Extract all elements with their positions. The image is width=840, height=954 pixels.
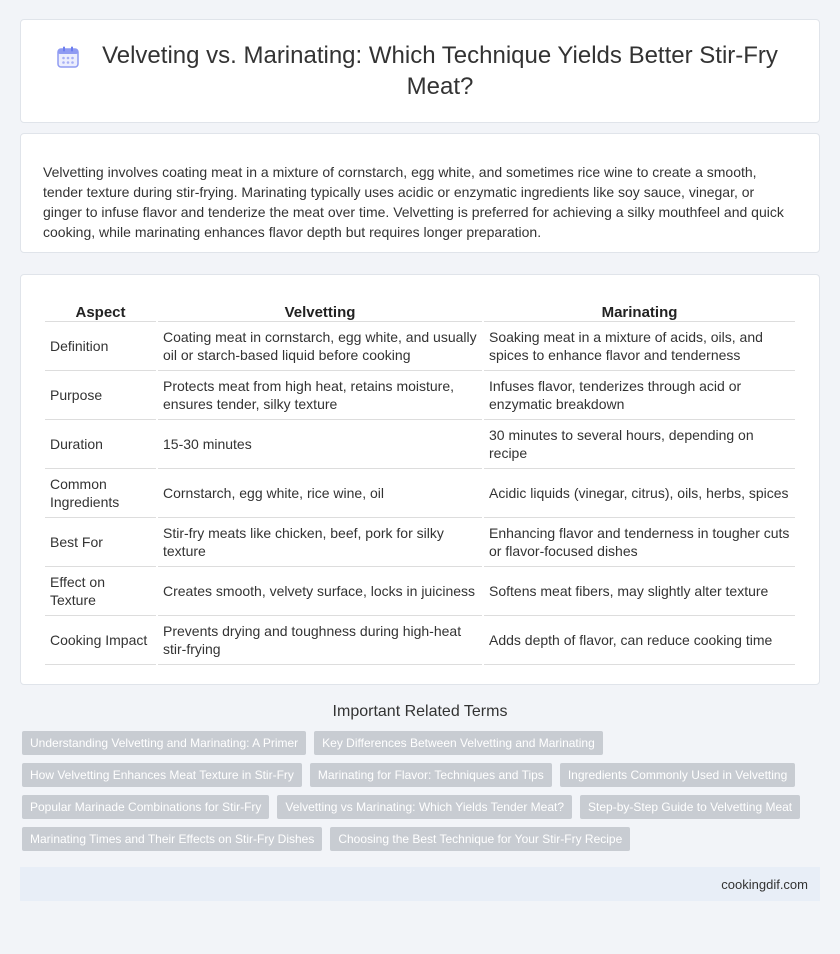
marinating-cell: Infuses flavor, tenderizes through acid or enzymatic breakdown [484, 371, 795, 420]
table-row [45, 518, 795, 567]
related-terms-tags [0, 731, 840, 851]
velvetting-cell: Stir-fry meats like chicken, beef, pork for silky texture [158, 518, 482, 567]
velvetting-cell: 15-30 minutes [158, 420, 482, 469]
velvetting-cell: Creates smooth, velvety surface, locks in juiciness [158, 567, 482, 616]
marinating-cell: Enhancing flavor and tenderness in tougher cuts or flavor-focused dishes [484, 518, 795, 567]
table-row [45, 567, 795, 616]
comparison-table [43, 295, 797, 665]
aspect-cell: Purpose [45, 371, 156, 420]
aspect-cell: Best For [45, 518, 156, 567]
marinating-cell: 30 minutes to several hours, depending on recipe [484, 420, 795, 469]
calendar-icon [55, 44, 81, 70]
table-row [45, 469, 795, 518]
footer [20, 867, 820, 901]
marinating-cell: Adds depth of flavor, can reduce cooking time [484, 616, 795, 665]
velvetting-cell: Coating meat in cornstarch, egg white, and usually oil or starch-based liquid before cooking [158, 322, 482, 371]
table-row [45, 616, 795, 665]
related-term-tag[interactable]: Marinating for Flavor: Techniques and Tips [310, 763, 552, 787]
related-term-tag[interactable]: Ingredients Commonly Used in Velvetting [560, 763, 795, 787]
column-header-aspect: Aspect [45, 295, 156, 322]
velvetting-cell: Protects meat from high heat, retains moisture, ensures tender, silky texture [158, 371, 482, 420]
related-term-tag[interactable]: Choosing the Best Technique for Your Stir-Fry Recipe [330, 827, 630, 851]
title-card [20, 19, 820, 123]
related-terms-section [0, 703, 840, 851]
related-term-tag[interactable]: Marinating Times and Their Effects on Stir-Fry Dishes [22, 827, 322, 851]
intro-paragraph: Velvetting involves coating meat in a mixture of cornstarch, egg white, and sometimes rice wine to create a smooth, tender texture during stir-frying. Marinating typically uses acidic or enzymatic ingredients like soy sauce, vinegar, or ginger to infuse flavor and tenderize the meat over time. Velvetting is preferred for achieving a silky mouthfeel and quick cooking, while marinating enhances flavor depth but requires longer preparation. [43, 164, 784, 240]
column-header-velvetting: Velvetting [158, 295, 482, 322]
table-row [45, 371, 795, 420]
footer-site-link[interactable]: cookingdif.com [721, 876, 808, 892]
table-header-row [45, 295, 795, 322]
aspect-cell: Definition [45, 322, 156, 371]
related-term-tag[interactable]: Velvetting vs Marinating: Which Yields Tender Meat? [277, 795, 572, 819]
related-term-tag[interactable]: Step-by-Step Guide to Velvetting Meat [580, 795, 800, 819]
column-header-marinating: Marinating [484, 295, 795, 322]
aspect-cell: Common Ingredients [45, 469, 156, 518]
marinating-cell: Soaking meat in a mixture of acids, oils, and spices to enhance flavor and tenderness [484, 322, 795, 371]
aspect-cell: Effect on Texture [45, 567, 156, 616]
related-term-tag[interactable]: Popular Marinade Combinations for Stir-Fry [22, 795, 269, 819]
velvetting-cell: Prevents drying and toughness during high-heat stir-frying [158, 616, 482, 665]
marinating-cell: Acidic liquids (vinegar, citrus), oils, herbs, spices [484, 469, 795, 518]
aspect-cell: Cooking Impact [45, 616, 156, 665]
velvetting-cell: Cornstarch, egg white, rice wine, oil [158, 469, 482, 518]
related-term-tag[interactable]: How Velvetting Enhances Meat Texture in Stir-Fry [22, 763, 302, 787]
table-row [45, 322, 795, 371]
intro-card [20, 133, 820, 253]
marinating-cell: Softens meat fibers, may slightly alter texture [484, 567, 795, 616]
title-row [55, 40, 785, 102]
comparison-card [20, 274, 820, 685]
related-term-tag[interactable]: Key Differences Between Velvetting and Marinating [314, 731, 603, 755]
related-term-tag[interactable]: Understanding Velvetting and Marinating: A Primer [22, 731, 306, 755]
page-title: Velveting vs. Marinating: Which Technique Yields Better Stir-Fry Meat? [102, 42, 778, 100]
aspect-cell: Duration [45, 420, 156, 469]
related-terms-title: Important Related Terms [332, 703, 508, 720]
table-row [45, 420, 795, 469]
